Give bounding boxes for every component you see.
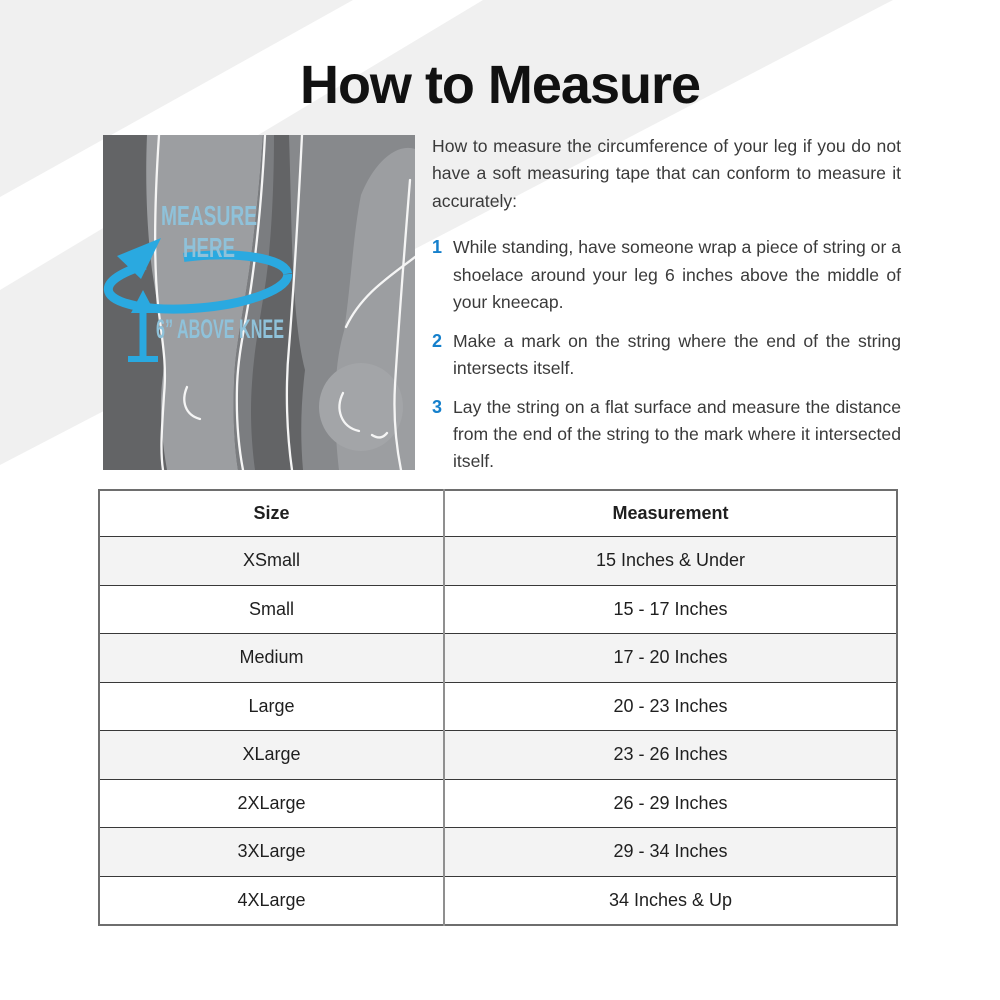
table-row-2xlarge bbox=[99, 779, 897, 828]
step-text: Lay the string on a flat surface and measure the distance from the end of the string to the mark where it intersected itself. bbox=[453, 396, 901, 472]
intro-text: How to measure the circumference of your leg if you do not have a soft measuring tape that can conform to measure it accurately: bbox=[432, 136, 901, 211]
table-row-medium bbox=[99, 634, 897, 683]
instruction-step-3 bbox=[432, 394, 901, 476]
measurement-cell: 15 - 17 Inches bbox=[444, 585, 897, 634]
above-knee-label: 6” ABOVE KNEE bbox=[156, 314, 284, 344]
table-header-row bbox=[99, 490, 897, 537]
size-cell: 2XLarge bbox=[99, 779, 444, 828]
size-cell: 4XLarge bbox=[99, 876, 444, 925]
instruction-step-1 bbox=[432, 234, 901, 316]
size-cell: Medium bbox=[99, 634, 444, 683]
measure-here-label-line1: MEASURE bbox=[161, 200, 257, 231]
instruction-step-2 bbox=[432, 328, 901, 383]
page-title: How to Measure bbox=[299, 55, 701, 115]
instructions-section bbox=[432, 133, 901, 487]
size-cell: XLarge bbox=[99, 731, 444, 780]
measurement-cell: 23 - 26 Inches bbox=[444, 731, 897, 780]
table-row-xlarge bbox=[99, 731, 897, 780]
table-row-xsmall bbox=[99, 537, 897, 586]
step-number: 3 bbox=[432, 396, 443, 417]
measurement-column-header: Measurement bbox=[444, 490, 897, 537]
table-row-small bbox=[99, 585, 897, 634]
size-cell: XSmall bbox=[99, 537, 444, 586]
step-text: While standing, have someone wrap a piece of string or a shoelace around your leg 6 inches above the middle of your kneecap. bbox=[453, 237, 901, 313]
measurement-cell: 20 - 23 Inches bbox=[444, 682, 897, 731]
measurement-cell: 34 Inches & Up bbox=[444, 876, 897, 925]
table-row-4xlarge bbox=[99, 876, 897, 925]
size-column-header: Size bbox=[99, 490, 444, 537]
measurement-cell: 29 - 34 Inches bbox=[444, 828, 897, 877]
size-cell: Large bbox=[99, 682, 444, 731]
step-text: Make a mark on the string where the end of the string intersects itself. bbox=[453, 330, 901, 379]
measure-here-label-line2: HERE bbox=[183, 232, 235, 263]
measurement-cell: 17 - 20 Inches bbox=[444, 634, 897, 683]
table-row-3xlarge bbox=[99, 828, 897, 877]
legs-illustration bbox=[103, 135, 415, 470]
step-number: 1 bbox=[432, 237, 443, 258]
measurement-cell: 26 - 29 Inches bbox=[444, 779, 897, 828]
table-row-large bbox=[99, 682, 897, 731]
size-cell: Small bbox=[99, 585, 444, 634]
right-kneecap-shape bbox=[319, 363, 403, 451]
measurement-cell: 15 Inches & Under bbox=[444, 537, 897, 586]
measurement-figure bbox=[103, 135, 415, 470]
size-cell: 3XLarge bbox=[99, 828, 444, 877]
step-number: 2 bbox=[432, 330, 443, 351]
size-chart-table bbox=[98, 489, 898, 926]
